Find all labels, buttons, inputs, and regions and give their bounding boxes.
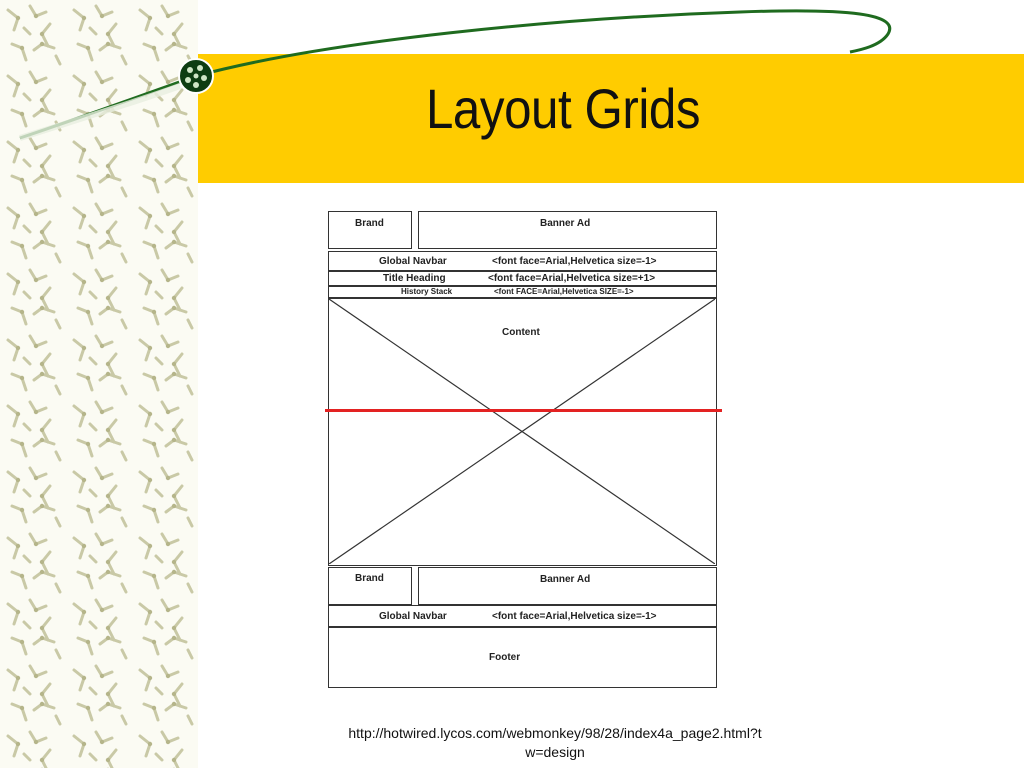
bottom-navbar-label: Global Navbar (379, 611, 447, 622)
content-placeholder-cross (329, 299, 715, 564)
title-heading-label: Title Heading (383, 273, 446, 284)
top-banner-label: Banner Ad (540, 218, 591, 229)
title-heading-box (328, 271, 717, 286)
guide-line (325, 409, 722, 412)
top-banner-box (418, 211, 717, 249)
source-url (340, 724, 770, 762)
bottom-navbar-font-label: <font face=Arial,Helvetica size=-1> (492, 611, 657, 622)
source-url-line-1: http://hotwired.lycos.com/webmonkey/98/28/index4a_page2.html?t (348, 725, 762, 741)
title-heading-font-label: <font face=Arial,Helvetica size=+1> (488, 273, 656, 284)
footer-label: Footer (489, 652, 521, 663)
layout-wireframe (327, 210, 719, 689)
bottom-navbar-box (328, 605, 717, 627)
source-url-line-2: w=design (525, 744, 585, 760)
content-box (328, 298, 717, 566)
history-label: History Stack (401, 287, 453, 296)
bottom-banner-label: Banner Ad (540, 574, 591, 585)
navbar-font-label: <font face=Arial,Helvetica size=-1> (492, 256, 657, 267)
top-brand-label: Brand (355, 218, 384, 229)
content-label: Content (502, 327, 540, 338)
footer-box (328, 627, 717, 688)
history-font-label: <font FACE=Arial,Helvetica SIZE=-1> (494, 287, 634, 296)
global-navbar-box (328, 251, 717, 271)
history-stack-box (328, 286, 717, 298)
decorative-pattern (0, 0, 198, 768)
bottom-brand-box (328, 567, 412, 605)
bottom-brand-label: Brand (355, 573, 384, 584)
slide-title: Layout Grids (425, 77, 701, 140)
bottom-banner-box (418, 567, 717, 605)
top-brand-box (328, 211, 412, 249)
navbar-label: Global Navbar (379, 256, 447, 267)
